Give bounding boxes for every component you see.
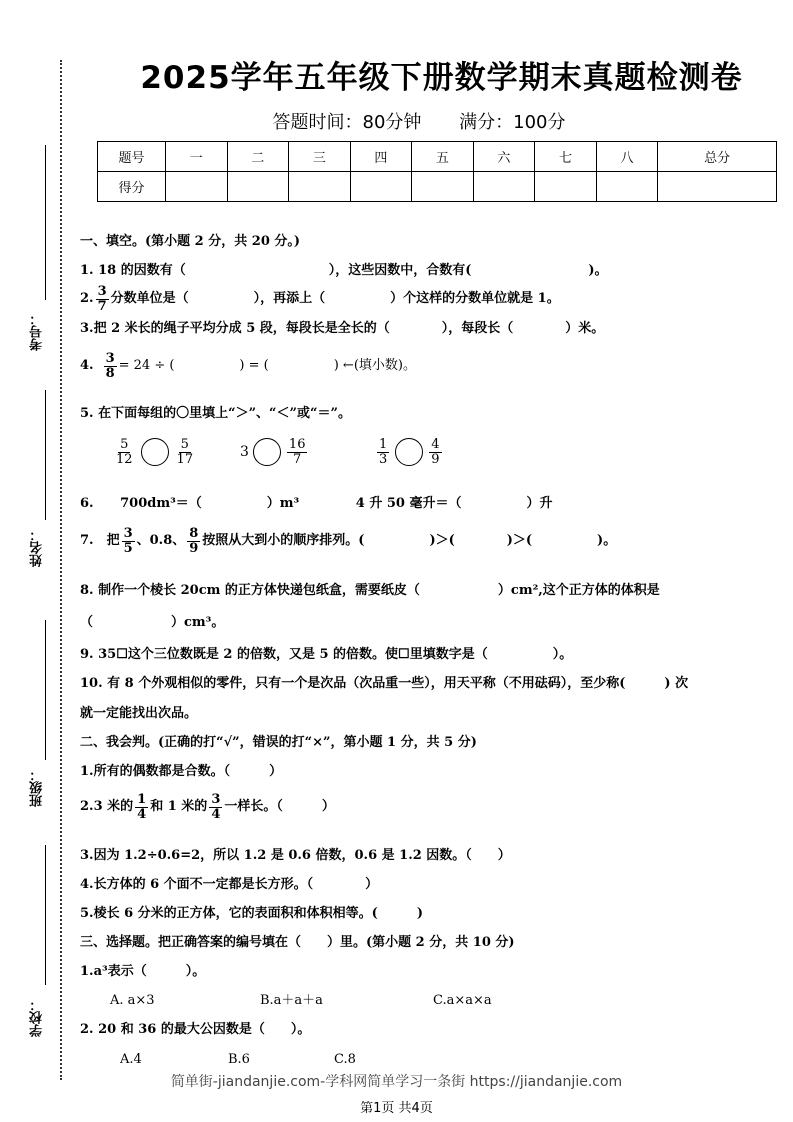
denominator: 12 — [116, 451, 133, 467]
numerator: 5 — [120, 437, 129, 452]
whole-number: 3 — [240, 444, 249, 461]
fraction — [287, 438, 308, 466]
side-label-banji: 班级： — [30, 768, 45, 807]
option-a[interactable]: A.4 — [120, 1052, 142, 1067]
denominator: 5 — [123, 540, 133, 556]
judge-1: 1.所有的偶数都是合数。（ ） — [80, 764, 283, 779]
question-3: 3.把 2 米长的绳子平均分成 5 段，每段长是全长的（ ），每段长（ ）米。 — [80, 321, 605, 336]
judge-5: 5.棱长 6 分米的正方体，它的表面积和体积相等。( ) — [80, 906, 423, 921]
score-cell[interactable] — [350, 172, 412, 202]
fraction — [135, 793, 148, 821]
question-text: 按照从大到小的顺序排列。( )＞( )＞( )。 — [202, 533, 617, 549]
fraction — [96, 285, 109, 313]
numerator: 1 — [137, 792, 147, 807]
judge-4: 4.长方体的 6 个面不一定都是长方形。（ ） — [80, 877, 379, 892]
score-header-cell: 一 — [166, 142, 228, 172]
fraction — [187, 527, 200, 555]
question-text: = 24 ÷ ( ) = ( ) ←(填小数)。 — [118, 358, 416, 374]
question-10: 10. 有 8 个外观相似的零件，只有一个是次品（次品重一些），用天平称（不用砝码），至少称( ) 次 — [80, 676, 689, 691]
question-5: 5. 在下面每组的〇里填上“＞”、“＜”或“＝”。 — [80, 406, 351, 421]
score-header-cell: 五 — [412, 142, 474, 172]
numerator: 3 — [211, 792, 221, 807]
numerator: 1 — [379, 437, 388, 452]
fraction — [429, 438, 441, 466]
numerator: 16 — [288, 437, 306, 452]
compare-circle[interactable] — [395, 438, 423, 466]
denominator: 9 — [431, 451, 440, 467]
numerator: 4 — [431, 437, 440, 452]
score-cell[interactable] — [166, 172, 228, 202]
question-text: 和 1 米的 — [150, 799, 208, 815]
compare-item-3 — [375, 438, 444, 466]
question-4 — [80, 352, 416, 380]
section-2-heading: 二、我会判。(正确的打“√”，错误的打“×”，第小题 1 分，共 5 分) — [80, 735, 477, 750]
xingming-line — [45, 390, 46, 520]
question-10-continued: 就一定能找出次品。 — [80, 706, 198, 721]
score-table — [97, 141, 777, 202]
numerator: 5 — [180, 437, 189, 452]
xuexiao-line — [45, 845, 46, 985]
score-header-cell: 二 — [227, 142, 289, 172]
score-label: 满分：100分 — [459, 112, 566, 133]
question-number: 7. 把 — [80, 533, 120, 549]
watermark-footer: 简单街-jiandanjie.com-学科网简单学习一条街 https://jiandanjie.com — [170, 1074, 623, 1090]
option-b[interactable]: B.6 — [228, 1052, 250, 1067]
binding-dotted-line — [60, 60, 62, 1080]
score-table-header — [98, 142, 777, 172]
numerator: 3 — [105, 351, 115, 366]
score-cell[interactable] — [227, 172, 289, 202]
page-number: 第1页 共4页 — [360, 1101, 433, 1116]
section-1-heading: 一、填空。(第小题 2 分，共 20 分。) — [80, 234, 301, 249]
score-cell[interactable] — [473, 172, 535, 202]
question-number: 2. — [80, 291, 94, 307]
question-1: 1. 18 的因数有（ ），这些因数中，合数有( )。 — [80, 263, 608, 278]
score-header-cell: 四 — [350, 142, 412, 172]
option-c[interactable]: C.a×a×a — [433, 993, 492, 1008]
option-a[interactable]: A. a×3 — [110, 993, 155, 1008]
exam-info — [0, 108, 793, 134]
denominator: 7 — [97, 298, 107, 314]
question-8-continued: （ ）cm³。 — [80, 615, 225, 630]
score-cell[interactable] — [535, 172, 597, 202]
denominator: 3 — [379, 451, 388, 467]
score-cell[interactable] — [596, 172, 658, 202]
score-row-label: 得分 — [98, 172, 166, 202]
time-label: 答题时间：80分钟 — [272, 112, 422, 133]
question-9: 9. 35☐这个三位数既是 2 的倍数，又是 5 的倍数。使☐里填数字是（ ）。 — [80, 647, 573, 662]
side-label-kaohao: 考号： — [30, 312, 45, 351]
question-8: 8. 制作一个棱长 20cm 的正方体快递包纸盒，需要纸皮（ ）cm²,这个正方体的体积是 — [80, 583, 660, 598]
question-6 — [80, 496, 552, 512]
fraction — [114, 438, 135, 466]
denominator: 4 — [137, 806, 147, 822]
numerator: 3 — [97, 284, 107, 299]
denominator: 7 — [293, 451, 302, 467]
banji-line — [45, 620, 46, 760]
kaohao-line — [45, 145, 46, 300]
denominator: 4 — [211, 806, 221, 822]
choice-2-options — [120, 1052, 356, 1068]
score-cell[interactable] — [658, 172, 777, 202]
fraction — [175, 438, 196, 466]
choice-1: 1.a³表示（ ）。 — [80, 964, 206, 979]
judge-3: 3.因为 1.2÷0.6=2，所以 1.2 是 0.6 倍数，0.6 是 1.2 因数。（ ） — [80, 848, 511, 863]
denominator: 17 — [176, 451, 194, 467]
section-3-heading: 三、选择题。把正确答案的编号填在（ ）里。(第小题 2 分，共 10 分) — [80, 935, 515, 950]
side-label-xingming: 姓名： — [30, 528, 45, 567]
fraction — [104, 352, 117, 380]
question-text: 一样长。（ ） — [224, 799, 335, 815]
question-text: 4 升 50 毫升＝（ ）升 — [355, 496, 553, 511]
question-number: 6. — [80, 496, 94, 511]
numerator: 8 — [189, 526, 199, 541]
question-number: 4. — [80, 358, 94, 374]
compare-circle[interactable] — [253, 438, 281, 466]
numerator: 3 — [123, 526, 133, 541]
score-header-cell: 总分 — [658, 142, 777, 172]
choice-1-options — [110, 993, 492, 1009]
score-cell[interactable] — [412, 172, 474, 202]
score-header-cell: 三 — [289, 142, 351, 172]
question-text: 、0.8、 — [136, 533, 186, 549]
option-b[interactable]: B.a＋a＋a — [260, 993, 323, 1008]
score-header-cell: 七 — [535, 142, 597, 172]
score-header-cell: 六 — [473, 142, 535, 172]
question-2 — [80, 285, 560, 313]
option-c[interactable]: C.8 — [334, 1052, 356, 1067]
judge-2 — [80, 793, 335, 821]
fraction — [122, 527, 135, 555]
page-title: 2025学年五年级下册数学期末真题检测卷 — [140, 60, 743, 96]
side-label-xuexiao: 学校： — [30, 998, 45, 1037]
fraction — [209, 793, 222, 821]
question-7 — [80, 527, 616, 555]
question-text: 700dm³＝（ ）m³ — [120, 496, 300, 511]
compare-item-1 — [112, 438, 197, 466]
compare-circle[interactable] — [141, 438, 169, 466]
fraction — [377, 438, 389, 466]
score-header-cell: 八 — [596, 142, 658, 172]
score-header-cell: 题号 — [98, 142, 166, 172]
score-table-row — [98, 172, 777, 202]
choice-2: 2. 20 和 36 的最大公因数是（ ）。 — [80, 1022, 311, 1037]
score-cell[interactable] — [289, 172, 351, 202]
question-text: 分数单位是（ ），再添上（ ）个这样的分数单位就是 1。 — [110, 291, 560, 307]
compare-item-2 — [240, 438, 309, 466]
denominator: 9 — [189, 540, 199, 556]
question-text: 2.3 米的 — [80, 799, 134, 815]
denominator: 8 — [105, 365, 115, 381]
